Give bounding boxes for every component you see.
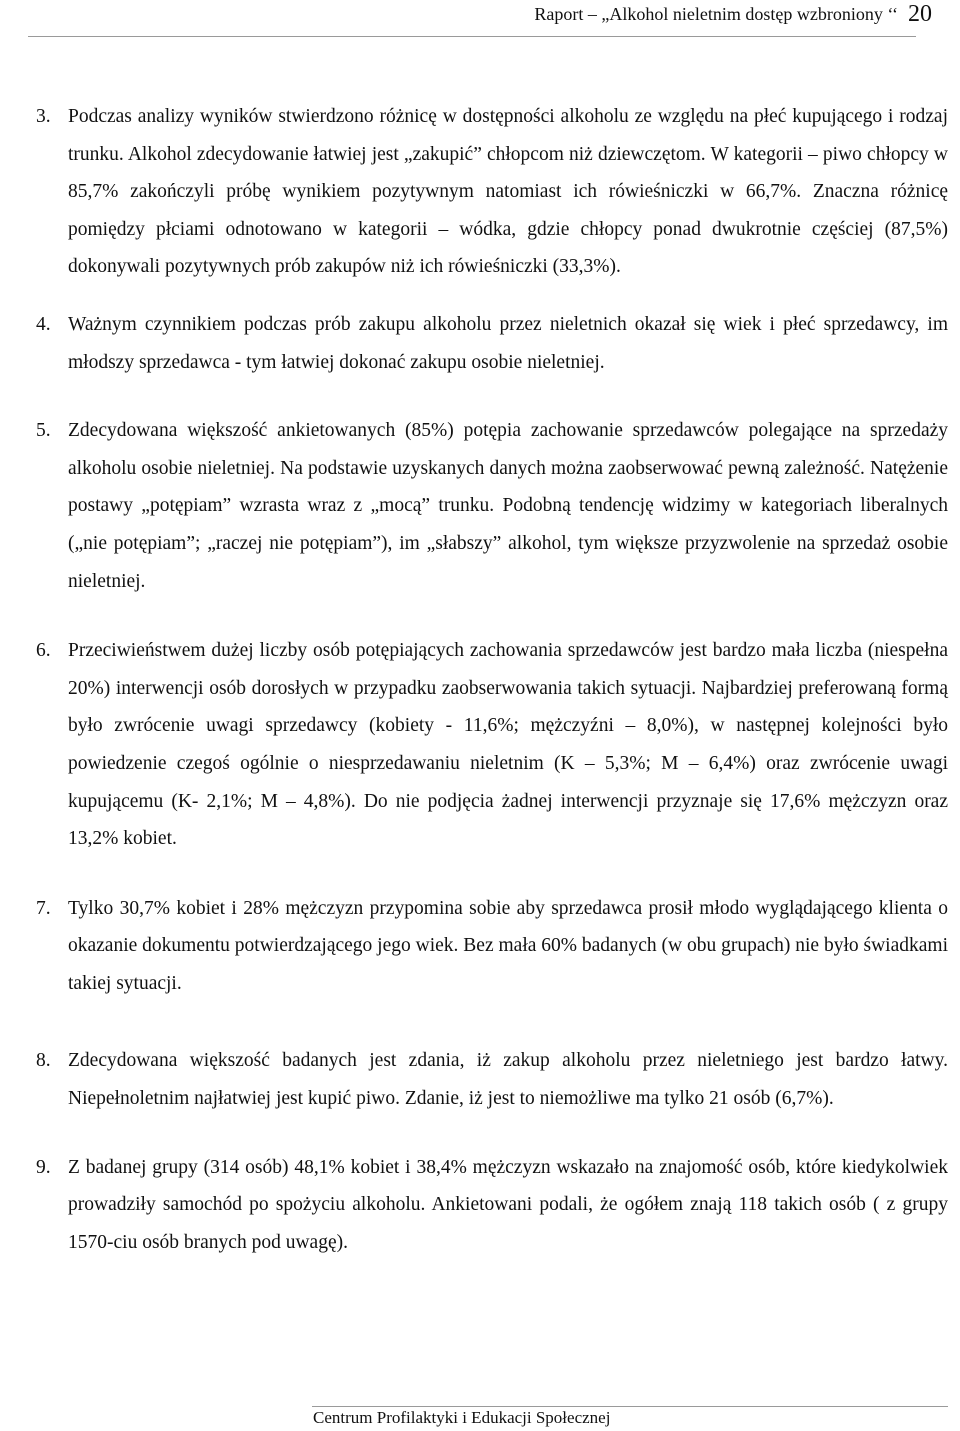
item-text: Tylko 30,7% kobiet i 28% mężczyzn przypomina sobie aby sprzedawca prosił młodo wyglądającego klienta o okazanie dokumentu potwierdzającego jego wiek. Bez mała 60% badanych (w obu grupach) nie było świadkami takiej sytuacji. xyxy=(68,897,948,994)
header-divider xyxy=(28,36,916,37)
footer-divider xyxy=(312,1406,948,1407)
finding-item-4 xyxy=(36,306,948,381)
item-number: 4. xyxy=(36,313,51,335)
page-number: 20 xyxy=(908,1,932,27)
item-number: 9. xyxy=(36,1156,51,1178)
page-header xyxy=(0,0,960,40)
item-number: 8. xyxy=(36,1050,51,1072)
item-text: Zdecydowana większość badanych jest zdania, iż zakup alkoholu przez nieletniego jest bardzo łatwy. Niepełnoletnim najłatwiej jest kupić piwo. Zdanie, iż jest to niemożliwe ma tylko 21 osób (6,7%). xyxy=(68,1050,948,1110)
page-footer xyxy=(0,1400,960,1431)
item-text: Zdecydowana większość ankietowanych (85%) potępia zachowanie sprzedawców polegające na sprzedaży alkoholu osobie nieletniej. Na podstawie uzyskanych danych można zaobserwować pewną zależność. Natężenie postawy „potępiam” wzrasta wraz z „mocą” trunku. Podobną tendencję widzimy w kategoriach liberalnych („nie potępiam”; „raczej nie potępiam”), im „słabszy” alkohol, tym większe przyzwolenie na sprzedaż osobie nieletniej. xyxy=(68,420,948,592)
item-text: Podczas analizy wyników stwierdzono różnicę w dostępności alkoholu ze względu na płeć kupującego i rodzaj trunku. Alkohol zdecydowanie łatwiej jest „zakupić” chłopcom niż dziewczętom. W kategorii – piwo chłopcy w 85,7% zakończyli próbę wynikiem pozytywnym natomiast ich rówieśniczki w 66,7%. Znaczna różnicę pomiędzy płciami odnotowano w kategorii – wódka, gdzie chłopcy ponad dwukrotnie częściej (87,5%) dokonywali pozytywnych prób zakupów niż ich rówieśniczki (33,3%). xyxy=(68,106,948,278)
finding-item-3 xyxy=(36,98,948,286)
finding-item-8 xyxy=(36,1042,948,1117)
item-number: 5. xyxy=(36,420,51,442)
item-number: 7. xyxy=(36,897,51,919)
report-title: Raport – „Alkohol nieletnim dostęp wzbroniony ‘‘ xyxy=(534,4,898,24)
finding-item-7 xyxy=(36,890,948,1003)
findings-list xyxy=(36,98,948,1261)
footer-organization: Centrum Profilaktyki i Edukacji Społecznej xyxy=(313,1408,611,1427)
item-number: 6. xyxy=(36,640,51,662)
finding-item-5 xyxy=(36,412,948,600)
item-text: Przeciwieństwem dużej liczby osób potępiających zachowania sprzedawców jest bardzo mała liczba (niespełna 20%) interwencji osób dorosłych w przypadku zaobserwowania takich sytuacji. Najbardziej preferowaną formą było zwrócenie uwagi sprzedawcy (kobiety - 11,6%; mężczyźni – 8,0%), w następnej kolejności było powiedzenie czegoś ogólnie o niesprzedawaniu nieletnim (K – 5,3%; M – 6,4%) oraz zwrócenie uwagi kupującemu (K- 2,1%; M – 4,8%). Do nie podjęcia żadnej interwencji przyznaje się 17,6% mężczyzn oraz 13,2% kobiet. xyxy=(68,640,948,850)
item-text: Ważnym czynnikiem podczas prób zakupu alkoholu przez nieletnich okazał się wiek i płeć sprzedawcy, im młodszy sprzedawca - tym łatwiej dokonać zakupu osobie nieletniej. xyxy=(68,313,948,373)
finding-item-9 xyxy=(36,1149,948,1262)
item-text: Z badanej grupy (314 osób) 48,1% kobiet i 38,4% mężczyzn wskazało na znajomość osób, które kiedykolwiek prowadziły samochód po spożyciu alkoholu. Ankietowani podali, że ogółem znają 118 takich osób ( z grupy 1570-ciu osób branych pod uwagę). xyxy=(68,1156,948,1253)
item-number: 3. xyxy=(36,106,51,127)
finding-item-6 xyxy=(36,632,948,858)
